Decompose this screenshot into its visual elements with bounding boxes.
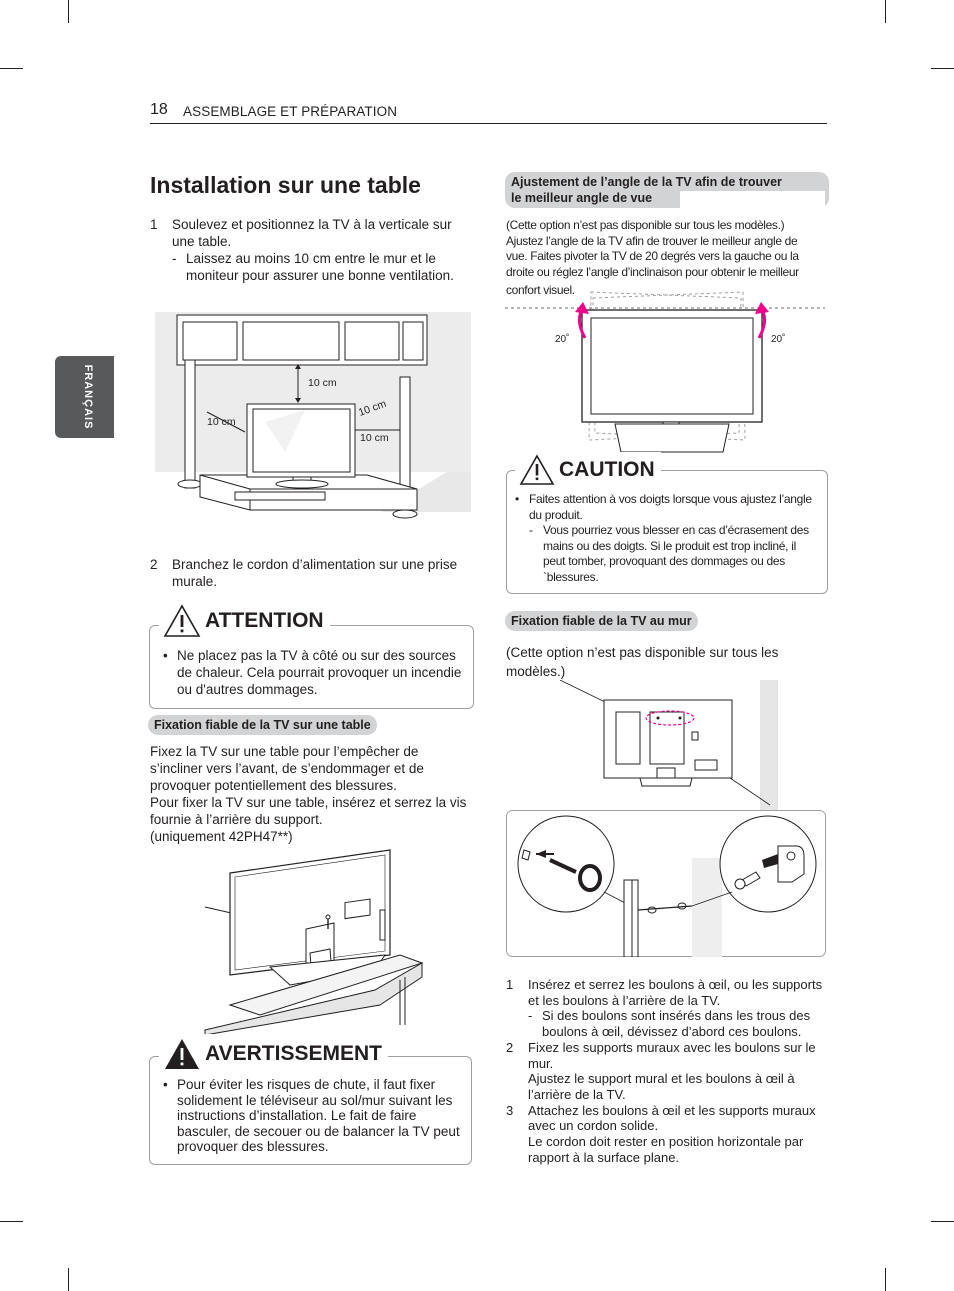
avertissement-title: AVERTISSEMENT [205, 1042, 382, 1065]
clearance-label-top: 10 cm [308, 377, 337, 389]
step-1-text: Soulevez et positionnez la TV à la verticale sur une table. [172, 217, 452, 249]
angle-line-4: droite ou réglez l’angle d’inclinaison pour obtenir le meilleur [506, 264, 799, 279]
avertissement-list [163, 1077, 463, 1155]
crop-mark [68, 1268, 69, 1291]
caution-heading [515, 452, 661, 488]
step-2 [150, 556, 470, 590]
avertissement-bullet: • Pour éviter les risques de chute, il faut fixer solidement le téléviseur au sol/mur suivant les instructions d’installation. Le fait de faire basculer, de secouer ou de balancer la TV peut provoquer des blessures. [163, 1077, 463, 1155]
wall-step-3-extra: Le cordon doit rester en position horizontale par rapport à la surface plane. [528, 1134, 804, 1165]
fixation-table-heading: Fixation fiable de la TV sur une table [148, 715, 377, 735]
running-header [150, 101, 827, 124]
attention-heading [159, 602, 330, 640]
wall-step-1-text: Insérez et serrez les boulons à œil, ou les supports et les boulons à l’arrière de la TV. [528, 977, 823, 1008]
wall-anchor-illustration [506, 810, 826, 957]
tv-back-wall-illustration [560, 680, 778, 810]
fixation-table-line-3: (uniquement 42PH47**) [150, 829, 293, 844]
warning-filled-triangle-icon [163, 1037, 201, 1071]
section-name: ASSEMBLAGE ET PRÉPARATION [183, 104, 398, 119]
attention-list [163, 647, 463, 698]
page-number: 18 [150, 101, 168, 118]
right-degree-label: 20˚ [771, 334, 786, 345]
wall-step-1-subnote: Si des boulons sont insérés dans les trous des boulons à œil, dévissez d’abord ces boulons. [542, 1008, 811, 1040]
page-title: Installation sur une table [150, 172, 421, 198]
clearance-label-right-top: 10 cm [356, 397, 388, 419]
angle-line-1: (Cette option n’est pas disponible sur tous les modèles.) [506, 218, 785, 232]
fixation-table-text [150, 743, 470, 845]
step-number: 2 [506, 1039, 514, 1055]
caution-title: CAUTION [559, 458, 655, 481]
caution-list [515, 492, 820, 585]
crop-mark [0, 1221, 23, 1222]
angle-heading-line-1: Ajustement de l’angle de la TV afin de trouver [511, 175, 782, 189]
step-1-subnote: Laissez au moins 10 cm entre le mur et le moniteur pour assurer une bonne ventilation. [186, 251, 454, 283]
step-2-text: Branchez le cordon d’alimentation sur une prise murale. [172, 557, 458, 589]
attention-bullet: • Ne placez pas la TV à côté ou sur des sources de chaleur. Cela pourrait provoquer un incendie ou d'autres dommages. [163, 647, 463, 698]
wall-step-3-text: Attachez les boulons à œil et les supports muraux avec un cordon solide. [528, 1102, 816, 1134]
fixation-wall-note: (Cette option n’est pas disponible sur tous les modèles.) [506, 645, 779, 679]
tv-on-table-illustration [155, 312, 471, 522]
step-1 [150, 216, 470, 284]
tv-swivel-illustration [505, 290, 825, 455]
angle-heading-mask [680, 191, 825, 211]
caution-subnote: Vous pourriez vous blesser en cas d’écrasement des mains ou des doigts. Si le produit est trop incliné, il peut tomber, provoquant des dommages ou des `blessures. [543, 523, 809, 584]
wall-step-2-extra: Ajustez le support mural et les boulons à œil à l’arrière de la TV. [528, 1071, 795, 1102]
fixation-table-line-2: Pour fixer la TV sur une table, insérez et serrez la vis fournie à l’arrière du support. [150, 795, 467, 827]
step-number: 1 [150, 217, 158, 232]
angle-heading-line-2: le meilleur angle de vue [511, 191, 653, 205]
attention-title: ATTENTION [205, 609, 324, 632]
warning-triangle-icon [163, 604, 201, 638]
crop-mark [931, 1221, 954, 1222]
left-degree-label: 20˚ [555, 334, 570, 345]
caution-triangle-icon [519, 454, 555, 486]
crop-mark [68, 0, 69, 23]
tv-table-screw-illustration [200, 845, 425, 1035]
language-tab [55, 356, 114, 438]
step-number: 2 [150, 557, 158, 572]
crop-mark [0, 68, 23, 69]
crop-mark [885, 0, 886, 23]
step-number: 1 [506, 977, 514, 992]
angle-line-3: vue. Faites pivoter la TV de 20 degrés vers la gauche ou la [506, 249, 799, 263]
angle-text [506, 218, 836, 299]
fixation-wall-heading: Fixation fiable de la TV au mur [505, 611, 698, 631]
angle-line-2: Ajustez l’angle de la TV afin de trouver le meilleur angle de [506, 233, 798, 248]
dash-marker: - [529, 523, 533, 537]
step-number: 3 [506, 1102, 514, 1118]
wall-steps [506, 977, 824, 1165]
fixation-table-line-1: Fixez la TV sur une table pour l’empêcher de s’incliner vers l’avant, de s’endommager et de provoquer potentiellement des blessures. [150, 744, 424, 793]
clearance-label-right: 10 cm [360, 432, 389, 444]
language-tab-label: FRANÇAIS [82, 364, 94, 430]
dash-marker: - [528, 1008, 533, 1024]
dash-marker: - [172, 251, 177, 266]
crop-mark [931, 68, 954, 69]
caution-bullet: • Faites attention à vos doigts lorsque vous ajustez l’angle du produit. [515, 492, 820, 523]
clearance-label-left: 10 cm [207, 416, 236, 428]
avertissement-heading [159, 1034, 388, 1074]
angle-line-5: confort visuel. [506, 283, 575, 297]
wall-step-2-text: Fixez les supports muraux avec les boulons sur le mur. [528, 1039, 816, 1071]
crop-mark [885, 1268, 886, 1291]
